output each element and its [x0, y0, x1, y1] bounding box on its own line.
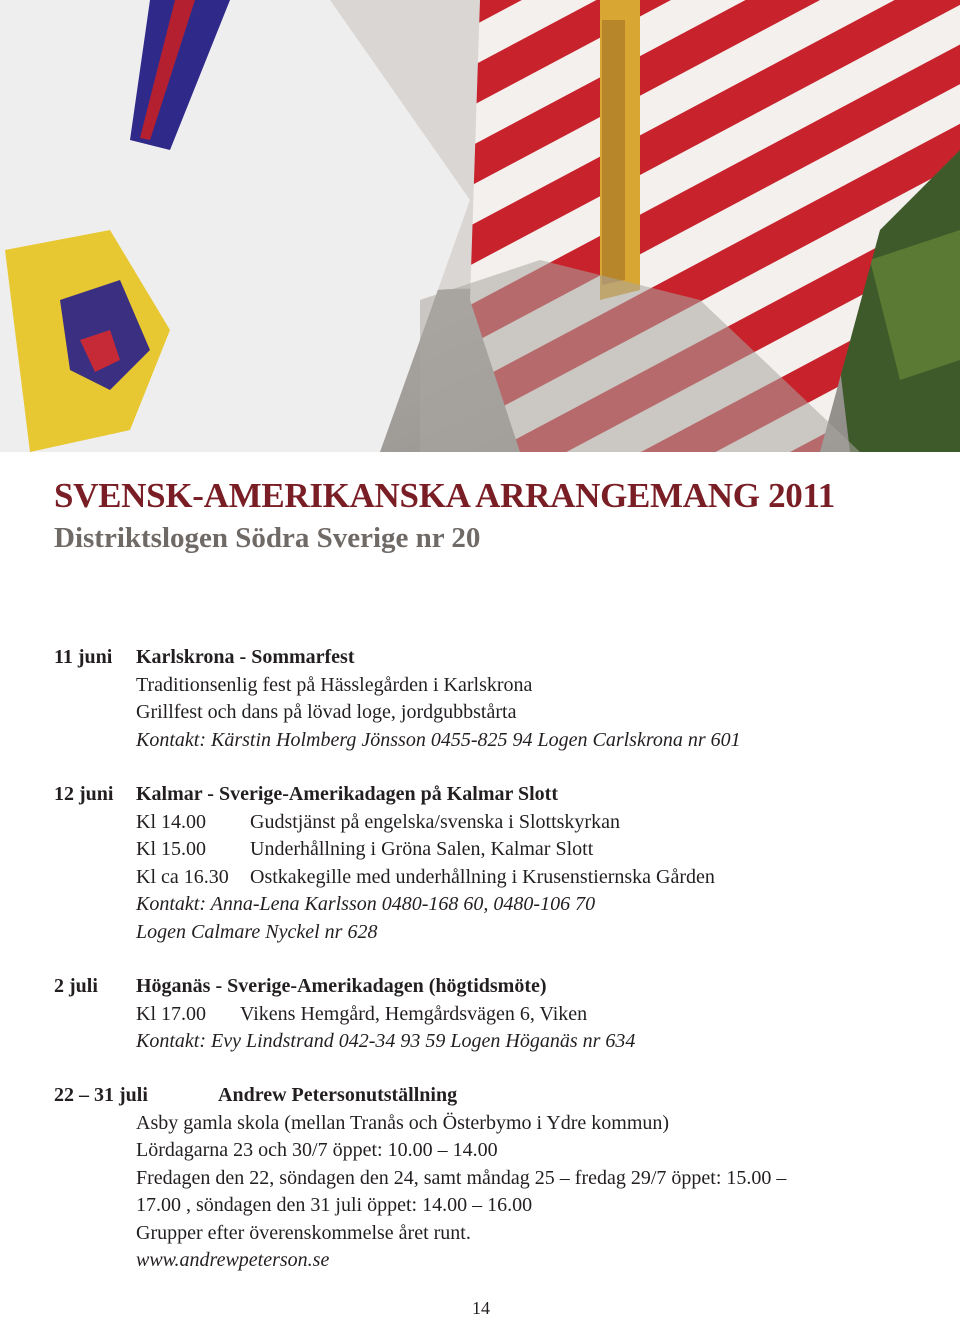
schedule-time: Kl 17.00 — [136, 1003, 206, 1025]
event-heading: Karlskrona - Sommarfest — [136, 646, 355, 668]
event-heading: Andrew Petersonutställning — [218, 1084, 458, 1106]
page-subtitle: Distriktslogen Södra Sverige nr 20 — [54, 522, 481, 554]
schedule-time: Kl ca 16.30 — [136, 866, 229, 888]
schedule-time: Kl 14.00 — [136, 811, 206, 833]
event-heading: Kalmar - Sverige-Amerikadagen på Kalmar Slott — [136, 783, 558, 805]
event-line: Fredagen den 22, söndagen den 24, samt måndag 25 – fredag 29/7 öppet: 15.00 – — [136, 1167, 787, 1189]
schedule-text: Ostkakegille med underhållning i Krusenstiernska Gården — [250, 866, 715, 888]
schedule-text: Underhållning i Gröna Salen, Kalmar Slott — [250, 838, 594, 860]
website-link[interactable]: www.andrewpeterson.se — [136, 1249, 330, 1271]
event-heading: Höganäs - Sverige-Amerikadagen (högtidsmöte) — [136, 975, 547, 997]
event-line: Lördagarna 23 och 30/7 öppet: 10.00 – 14.00 — [136, 1139, 498, 1161]
page-title: SVENSK-AMERIKANSKA ARRANGEMANG 2011 — [54, 476, 835, 515]
schedule-time: Kl 15.00 — [136, 838, 206, 860]
event-contact: Kontakt: Evy Lindstrand 042-34 93 59 Logen Höganäs nr 634 — [136, 1030, 636, 1052]
event-line: Grupper efter överenskommelse året runt. — [136, 1222, 471, 1244]
page-number: 14 — [472, 1298, 490, 1318]
event-line: 17.00 , söndagen den 31 juli öppet: 14.00 – 16.00 — [136, 1194, 533, 1216]
event-date: 11 juni — [54, 646, 113, 668]
event-line: Asby gamla skola (mellan Tranås och Österbymo i Ydre kommun) — [136, 1112, 670, 1134]
schedule-text: Vikens Hemgård, Hemgårdsvägen 6, Viken — [240, 1003, 588, 1025]
event-contact: Kontakt: Anna-Lena Karlsson 0480-168 60, 0480-106 70 — [136, 893, 596, 915]
event-contact-lodge: Logen Calmare Nyckel nr 628 — [136, 921, 378, 943]
event-line: Grillfest och dans på lövad loge, jordgubbstårta — [136, 701, 517, 723]
event-date: 2 juli — [54, 975, 98, 997]
schedule-text: Gudstjänst på engelska/svenska i Slottskyrkan — [250, 811, 620, 833]
event-date: 22 – 31 juli — [54, 1084, 148, 1106]
header-photo-flags — [0, 0, 960, 452]
event-line: Traditionsenlig fest på Hässlegården i Karlskrona — [136, 674, 533, 696]
event-date: 12 juni — [54, 783, 114, 805]
event-contact: Kontakt: Kärstin Holmberg Jönsson 0455-825 94 Logen Carlskrona nr 601 — [136, 729, 741, 751]
